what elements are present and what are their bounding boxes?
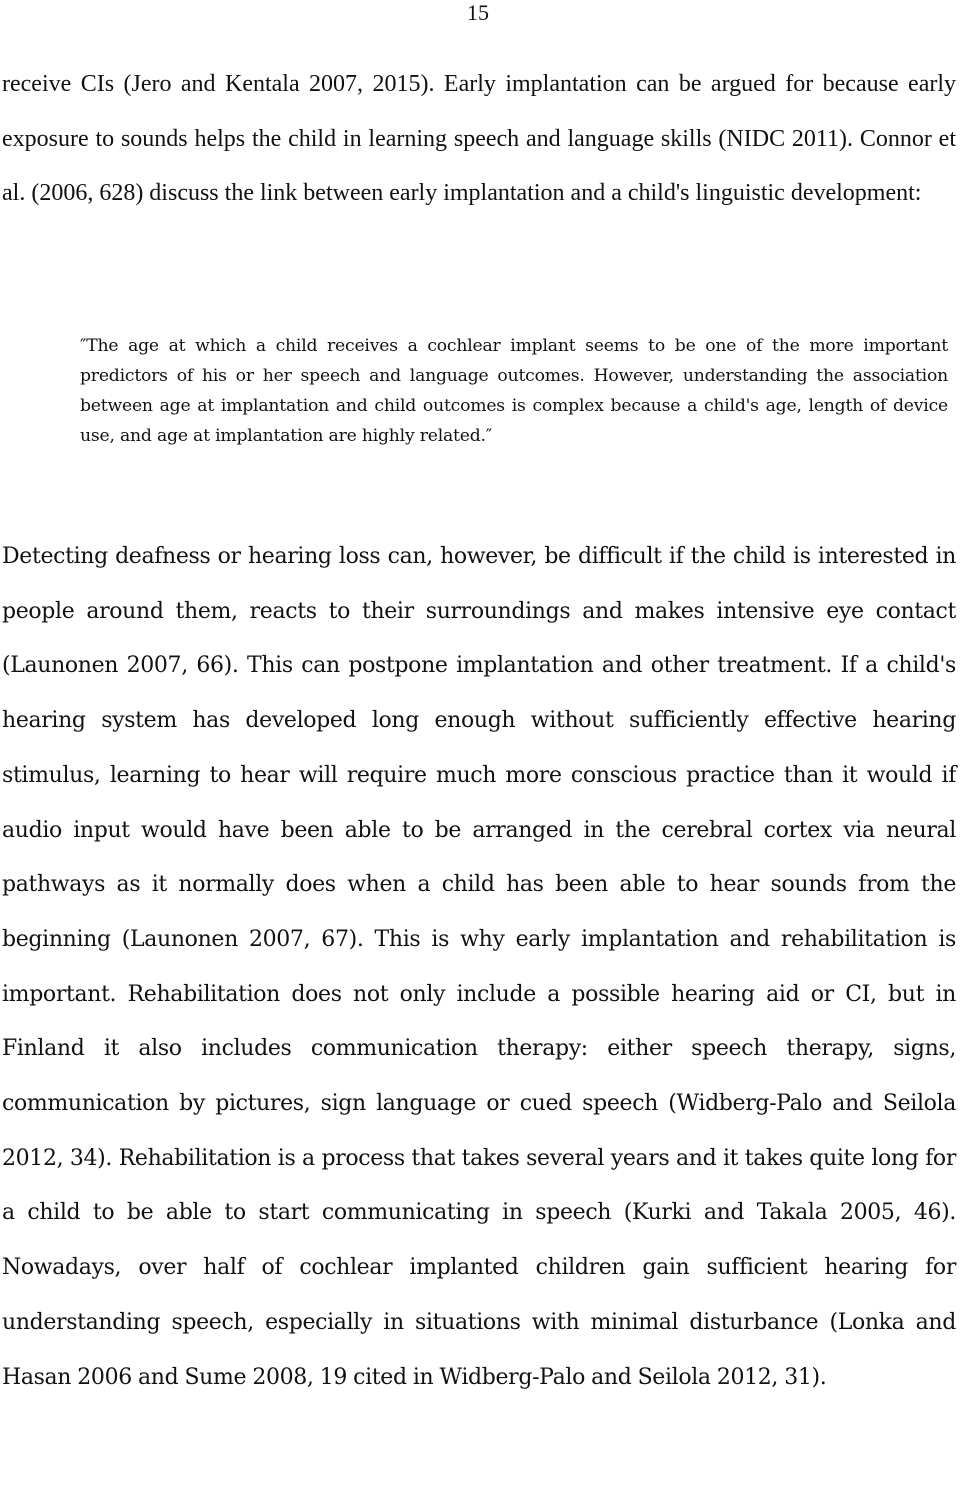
body-paragraph-main: Detecting deafness or hearing loss can, however, be difficult if the child is interested in people around them, reacts to their surroundings and makes intensive eye contact (Launonen 2007, 66). This can postpone implantation and other treatment. If a child's hearing system has developed long enough without sufficiently effective hearing stimulus, learning to hear will require much more conscious practice than it would if audio input would have been able to be arranged in the cerebral cortex via neural pathways as it normally does when a child has been able to hear sounds from the beginning (Launonen 2007, 67). This is why early implantation and rehabilitation is important. Rehabilitation does not only include a possible hearing aid or CI, but in Finland it also includes communication therapy: either speech therapy, signs, communication by pictures, sign language or cued speech (Widberg-Palo and Seilola 2012, 34). Rehabilitation is a process that takes several years and it takes quite long for a child to be able to start communicating in speech (Kurki and Takala 2005, 46). Nowadays, over half of cochlear implanted children gain sufficient hearing for understanding speech, especially in situations with minimal disturbance (Lonka and Hasan 2006 and Sume 2008, 19 cited in Widberg-Palo and Seilola 2012, 31). xyxy=(2,544,956,1390)
body-paragraph-intro: receive CIs (Jero and Kentala 2007, 2015). Early implantation can be argued for because early exposure to sounds helps the child in learning speech and language skills (NIDC 2011). Connor et al. (2006, 628) discuss the link between early implantation and a child's linguistic development: xyxy=(2,71,956,206)
page-number: 15 xyxy=(467,0,489,25)
block-quote: ″The age at which a child receives a cochlear implant seems to be one of the more important predictors of his or her speech and language outcomes. However, understanding the association between age at implantation and child outcomes is complex because a child's age, length of device use, and age at implantation are highly related.″ xyxy=(80,336,948,446)
